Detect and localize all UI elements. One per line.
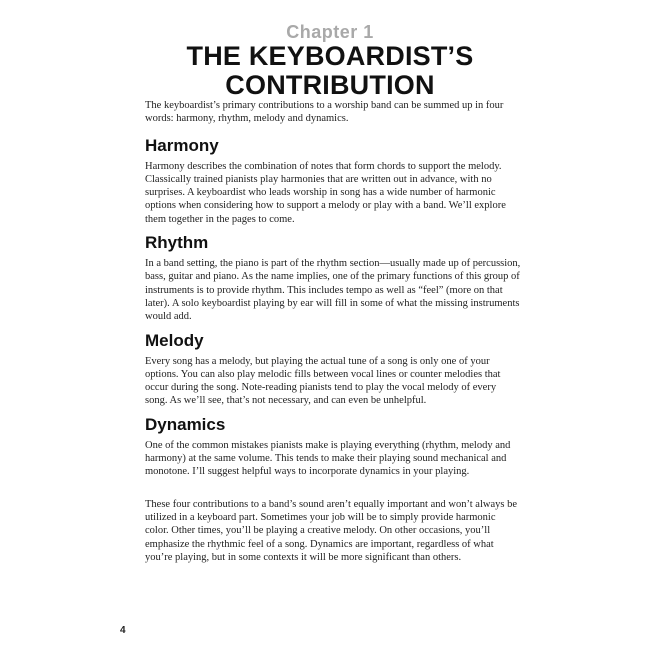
chapter-label: Chapter 1 [286, 22, 374, 42]
chapter-body [145, 99, 521, 564]
section-rhythm [145, 233, 521, 323]
section-body: One of the common mistakes pianists make is playing everything (rhythm, melody and harmony) at the same volume. This tends to make their playing sound mechanical and monotone. I’ll suggest helpful ways to incorporate dynamics in your playing. [145, 439, 511, 478]
section-body: Every song has a melody, but playing the actual tune of a song is only one of your options. You can also play melodic fills between vocal lines or counter melodies that occur during the song. Note-reading pianists tend to play the vocal melody of every song. As we’ll see, that’s not necessary, and can even be unhelpful. [145, 355, 501, 407]
section-harmony [145, 136, 521, 226]
closing-paragraph: These four contributions to a band’s sound aren’t equally important and won’t always be utilized in a keyboard part. Sometimes your job will be to simply provide harmonic color. Other times, you’ll be playing a creative melody. On other occasions, you’ll emphasize the rhythmic feel of a song. Dynamics are important, regardless of what you’re playing, but in some contexts it will be more significant than others. [145, 498, 517, 563]
chapter-title-line-1: THE KEYBOARDIST’S [186, 41, 474, 71]
section-heading: Rhythm [145, 233, 209, 253]
section-dynamics [145, 415, 521, 479]
section-heading: Dynamics [145, 414, 226, 434]
section-heading: Harmony [145, 135, 219, 155]
chapter-title-line-2: CONTRIBUTION [225, 70, 435, 100]
chapter-title [0, 42, 660, 100]
page-number: 4 [120, 625, 126, 636]
section-body: Harmony describes the combination of notes that form chords to support the melody. Classically trained pianists play harmonies that are written out in advance, with no surprises. A keyboardist who leads worship in song has a wide number of harmonic options when considering how to support a melody or play with a band. We’ll explore them together in the pages to come. [145, 160, 506, 225]
section-heading: Melody [145, 330, 204, 350]
section-melody [145, 331, 521, 408]
intro-paragraph: The keyboardist’s primary contributions to a worship band can be summed up in four words: harmony, rhythm, melody and dynamics. [145, 100, 504, 125]
section-body: In a band setting, the piano is part of the rhythm section—usually made up of percussion, bass, guitar and piano. As the name implies, one of the primary functions of this group of instruments is to provide rhythm. This includes tempo as well as “feel” (more on that later). A solo keyboardist playing by ear will fill in some of what the missing instruments would add. [145, 258, 521, 323]
